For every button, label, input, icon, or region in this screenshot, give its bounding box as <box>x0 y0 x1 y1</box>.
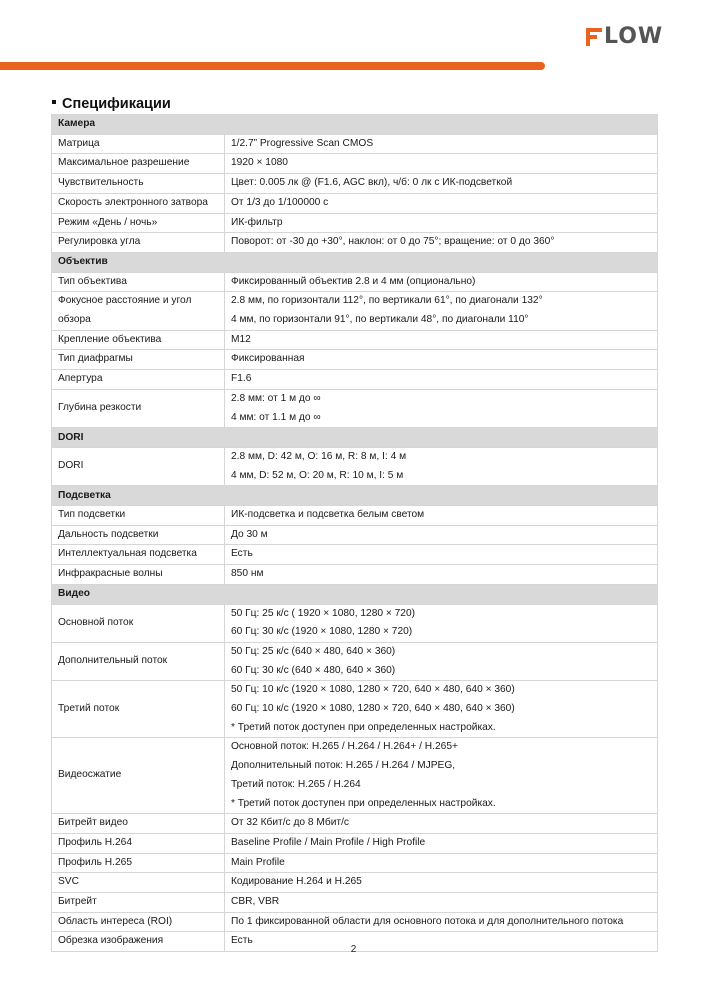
section-header: DORI <box>52 428 658 448</box>
logo-text: LOW <box>604 24 664 49</box>
spec-value: * Третий поток доступен при определенных настройках. <box>231 797 496 809</box>
table-row <box>52 193 658 213</box>
spec-value-cell <box>225 738 658 814</box>
spec-value: 1/2.7” Progressive Scan CMOS <box>231 137 374 149</box>
spec-label: Максимальное разрешение <box>52 154 225 174</box>
spec-value: ИК-фильтр <box>231 216 283 228</box>
spec-value: CBR, VBR <box>231 896 280 908</box>
spec-value: F1.6 <box>231 373 252 385</box>
spec-value: От 32 Кбит/с до 8 Мбит/с <box>231 817 350 829</box>
spec-value: Есть <box>231 935 253 947</box>
spec-value-cell <box>225 134 658 154</box>
spec-label: Обрезка изображения <box>52 932 225 952</box>
spec-value: Кодирование H.264 и H.265 <box>231 876 362 888</box>
spec-value-cell <box>225 174 658 194</box>
table-row <box>52 174 658 194</box>
page-number: 2 <box>350 944 357 955</box>
spec-value: Есть <box>231 548 253 560</box>
spec-value-cell <box>225 565 658 585</box>
section-header-row <box>52 252 658 272</box>
table-row <box>52 604 658 642</box>
spec-value: 60 Гц: 10 к/с (1920 × 1080, 1280 × 720, 640 × 480, 640 × 360) <box>231 703 515 715</box>
spec-label: Область интереса (ROI) <box>52 912 225 932</box>
spec-label: Дополнительный поток <box>52 642 225 680</box>
spec-value: Поворот: от -30 до +30°, наклон: от 0 до 75°; вращение: от 0 до 360° <box>231 236 555 248</box>
spec-label: Фокусное расстояние и угол обзора <box>52 292 225 330</box>
spec-value-cell <box>225 292 658 330</box>
spec-value: 50 Гц: 25 к/с (640 × 480, 640 × 360) <box>231 645 396 657</box>
brand-logo <box>586 26 676 48</box>
spec-value-cell <box>225 642 658 680</box>
spec-label: Чувствительность <box>52 174 225 194</box>
spec-label: Видеосжатие <box>52 738 225 814</box>
table-row <box>52 272 658 292</box>
table-row <box>52 134 658 154</box>
table-row <box>52 738 658 814</box>
spec-value-cell <box>225 506 658 526</box>
page-title-text: Спецификации <box>62 96 171 112</box>
spec-label: Режим «День / ночь» <box>52 213 225 233</box>
spec-value: 60 Гц: 30 к/с (640 × 480, 640 × 360) <box>231 664 396 676</box>
table-row <box>52 833 658 853</box>
table-row <box>52 350 658 370</box>
table-row <box>52 506 658 526</box>
section-header-row <box>52 584 658 604</box>
spec-value: 850 нм <box>231 568 264 580</box>
spec-label: Основной поток <box>52 604 225 642</box>
spec-value-cell <box>225 833 658 853</box>
section-header-row <box>52 115 658 135</box>
spec-value-cell <box>225 545 658 565</box>
spec-value-cell <box>225 814 658 834</box>
spec-label: Матрица <box>52 134 225 154</box>
spec-value: 2.8 мм: от 1 м до ∞ <box>231 392 321 404</box>
spec-label: Интеллектуальная подсветка <box>52 545 225 565</box>
table-row <box>52 565 658 585</box>
spec-label: Апертура <box>52 370 225 390</box>
spec-value-cell <box>225 447 658 485</box>
table-row <box>52 525 658 545</box>
spec-value: 50 Гц: 25 к/с ( 1920 × 1080, 1280 × 720) <box>231 607 416 619</box>
table-row <box>52 447 658 485</box>
table-row <box>52 330 658 350</box>
table-row <box>52 389 658 427</box>
spec-value-cell <box>225 233 658 253</box>
spec-label: SVC <box>52 873 225 893</box>
table-row <box>52 154 658 174</box>
section-header: Видео <box>52 584 658 604</box>
spec-value: 4 мм: от 1.1 м до ∞ <box>231 411 321 423</box>
spec-value: * Третий поток доступен при определенных настройках. <box>231 721 496 733</box>
spec-value: 1920 × 1080 <box>231 157 288 169</box>
spec-value: Дополнительный поток: H.265 / H.264 / MJPEG, <box>231 760 456 772</box>
spec-value: 2.8 мм, по горизонтали 112°, по вертикали 61°, по диагонали 132° <box>231 295 543 307</box>
section-header: Подсветка <box>52 486 658 506</box>
spec-value: Main Profile <box>231 856 285 868</box>
spec-value-cell <box>225 681 658 738</box>
spec-value: 60 Гц: 30 к/с (1920 × 1080, 1280 × 720) <box>231 626 413 638</box>
spec-label: Глубина резкости <box>52 389 225 427</box>
spec-label: DORI <box>52 447 225 485</box>
spec-value-cell <box>225 912 658 932</box>
section-header-row <box>52 486 658 506</box>
spec-label: Битрейт <box>52 893 225 913</box>
table-row <box>52 233 658 253</box>
table-row <box>52 873 658 893</box>
spec-value: M12 <box>231 333 251 345</box>
table-row <box>52 912 658 932</box>
spec-label: Дальность подсветки <box>52 525 225 545</box>
table-row <box>52 681 658 738</box>
spec-value-cell <box>225 853 658 873</box>
spec-value: Цвет: 0.005 лк @ (F1.6, AGC вкл), ч/б: 0 лк с ИК-подсветкой <box>231 177 513 189</box>
spec-label: Крепление объектива <box>52 330 225 350</box>
spec-value: От 1/3 до 1/100000 с <box>231 196 329 208</box>
spec-value-cell <box>225 193 658 213</box>
spec-table <box>51 114 658 952</box>
spec-value: 4 мм, по горизонтали 91°, по вертикали 48°, по диагонали 110° <box>231 314 529 325</box>
table-row <box>52 853 658 873</box>
spec-value-cell <box>225 213 658 233</box>
flow-logo-icon <box>586 28 604 46</box>
spec-value: 2.8 мм, D: 42 м, O: 16 м, R: 8 м, I: 4 м <box>231 450 407 462</box>
spec-value: Фиксированная <box>231 353 305 365</box>
table-row <box>52 545 658 565</box>
table-row <box>52 213 658 233</box>
spec-value: Основной поток: H.265 / H.264 / H.264+ / H.265+ <box>231 741 458 753</box>
spec-value: Baseline Profile / Main Profile / High Profile <box>231 836 426 848</box>
spec-value-cell <box>225 350 658 370</box>
spec-label: Тип объектива <box>52 272 225 292</box>
spec-label: Регулировка угла <box>52 233 225 253</box>
section-header-row <box>52 428 658 448</box>
spec-value-cell <box>225 330 658 350</box>
table-row <box>52 370 658 390</box>
spec-value: ИК-подсветка и подсветка белым светом <box>231 509 425 520</box>
spec-label: Скорость электронного затвора <box>52 193 225 213</box>
spec-label: Третий поток <box>52 681 225 738</box>
page-title <box>52 96 171 112</box>
section-header: Камера <box>52 115 658 135</box>
spec-label: Инфракрасные волны <box>52 565 225 585</box>
spec-value-cell <box>225 873 658 893</box>
spec-value-cell <box>225 154 658 174</box>
spec-value: Третий поток: H.265 / H.264 <box>231 778 361 790</box>
spec-value: До 30 м <box>231 528 268 540</box>
spec-value-cell <box>225 389 658 427</box>
spec-value: 50 Гц: 10 к/с (1920 × 1080, 1280 × 720, 640 × 480, 640 × 360) <box>231 684 515 696</box>
spec-value: 4 мм, D: 52 м, O: 20 м, R: 10 м, I: 5 м <box>231 469 404 481</box>
spec-value-cell <box>225 604 658 642</box>
spec-value-cell <box>225 272 658 292</box>
bullet-icon <box>52 100 56 104</box>
table-row <box>52 814 658 834</box>
header-accent-stripe <box>0 62 545 70</box>
table-row <box>52 642 658 680</box>
spec-value-cell <box>225 893 658 913</box>
spec-value: Фиксированный объектив 2.8 и 4 мм (опционально) <box>231 275 476 287</box>
section-header: Объектив <box>52 252 658 272</box>
spec-label: Тип диафрагмы <box>52 350 225 370</box>
spec-value-cell <box>225 525 658 545</box>
spec-value-cell <box>225 370 658 390</box>
spec-label: Профиль H.264 <box>52 833 225 853</box>
spec-label: Профиль H.265 <box>52 853 225 873</box>
spec-value: По 1 фиксированной области для основного потока и для дополнительного потока <box>231 915 624 927</box>
table-row <box>52 893 658 913</box>
table-row <box>52 292 658 330</box>
spec-label: Тип подсветки <box>52 506 225 526</box>
spec-label: Битрейт видео <box>52 814 225 834</box>
